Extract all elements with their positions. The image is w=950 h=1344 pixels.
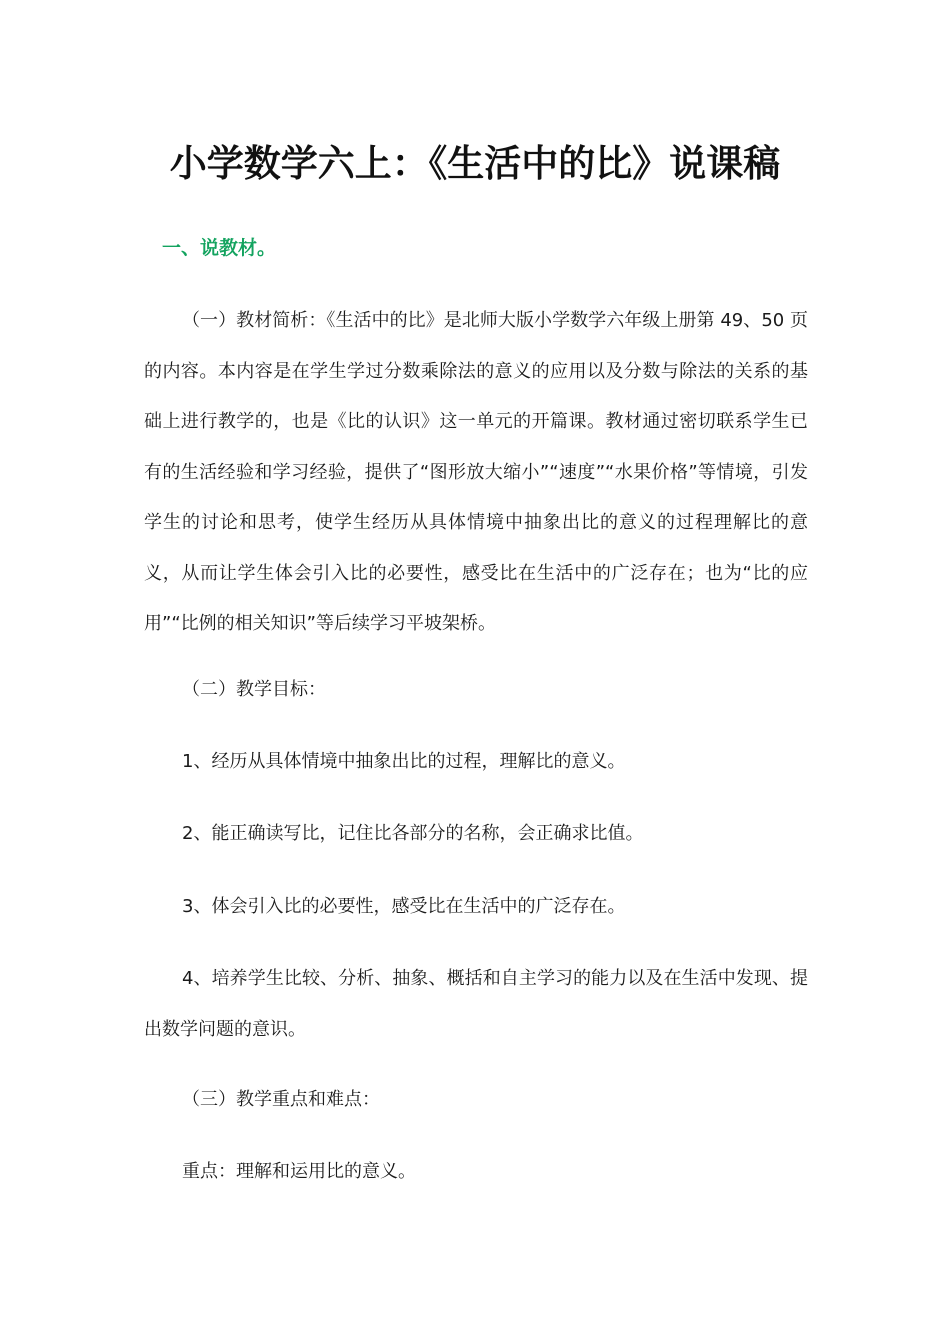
key-point-item: 重点：理解和运用比的意义。 bbox=[182, 1161, 416, 1182]
section-heading-textbook: 一、说教材。 bbox=[162, 237, 277, 259]
paragraph-material-analysis: （一）教材简析：《生活中的比》是北师大版小学数学六年级上册第 49、50 页的内容。本内容是在学生学过分数乘除法的意义的应用以及分数与除法的关系的基础上进行教学的，也是《比的认识》这一单元的开篇课。教材通过密切联系学生已有的生活经验和学习经验，提供了“图形放大缩小”“速度”“水果价格”等情境，引发学生的讨论和思考，使学生经历从具体情境中抽象出比的意义的过程理解比的意义，从而让学生体会引入比的必要性，感受比在生活中的广泛存在；也为“比的应用”“比例的相关知识”等后续学习平坡架桥。 bbox=[144, 310, 808, 634]
goal-item-1: 1、经历从具体情境中抽象出比的过程，理解比的意义。 bbox=[182, 751, 626, 772]
goal-item-2: 2、能正确读写比，记住比各部分的名称，会正确求比值。 bbox=[182, 823, 644, 844]
document-title: 小学数学六上：《生活中的比》说课稿 bbox=[169, 142, 781, 185]
goal-item-4: 4、培养学生比较、分析、抽象、概括和自主学习的能力以及在生活中发现、提出数学问题的意识。 bbox=[144, 968, 808, 1040]
goal-item-3: 3、体会引入比的必要性，感受比在生活中的广泛存在。 bbox=[182, 896, 626, 917]
heading-key-points: （三）教学重点和难点： bbox=[182, 1089, 380, 1110]
heading-teaching-goals: （二）教学目标： bbox=[182, 679, 326, 700]
